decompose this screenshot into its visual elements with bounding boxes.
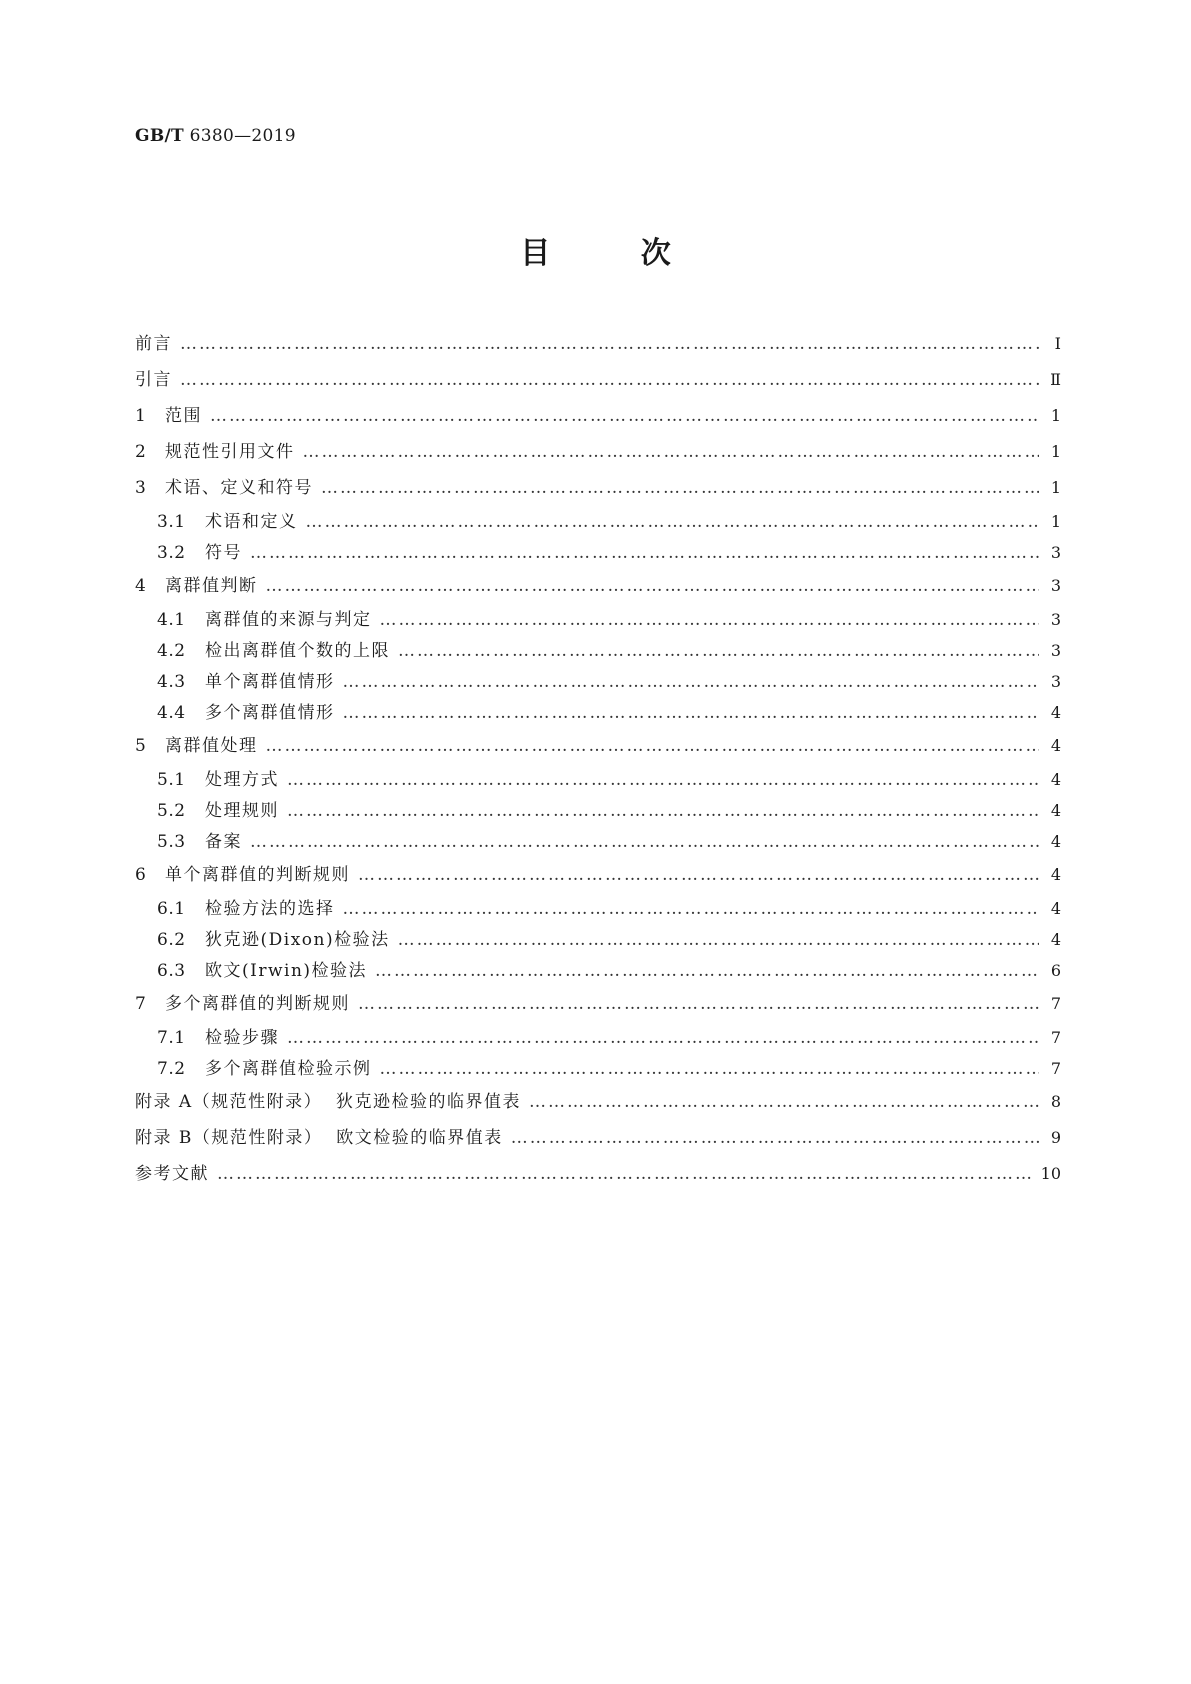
toc-entry-number: 2 — [135, 442, 147, 462]
toc-dot-leader — [375, 956, 1039, 987]
toc-entry[interactable] — [135, 604, 1061, 635]
toc-entry[interactable] — [135, 470, 1061, 506]
toc-entry[interactable] — [135, 362, 1061, 398]
toc-entry-page: 3 — [1050, 672, 1061, 691]
toc-dot-leader — [529, 1084, 1039, 1120]
toc-entry-title: 狄克逊(Dixon)检验法 — [205, 930, 390, 950]
toc-dot-leader — [343, 667, 1040, 698]
toc-dot-leader — [303, 434, 1040, 470]
toc-entry-number: 5 — [135, 736, 147, 756]
toc-entry[interactable] — [135, 398, 1061, 434]
toc-entry-title: 处理规则 — [205, 801, 279, 821]
toc-entry[interactable] — [135, 506, 1061, 537]
toc-entry-page: 3 — [1050, 641, 1061, 660]
toc-entry-title: 引言 — [135, 370, 172, 390]
toc-entry-page: 10 — [1040, 1164, 1061, 1183]
toc-entry-title: 附录 A（规范性附录） 狄克逊检验的临界值表 — [135, 1092, 521, 1112]
toc-entry-number: 6.3 — [157, 961, 186, 981]
standard-number: 6380—2019 — [189, 126, 296, 146]
toc-dot-leader — [343, 698, 1040, 729]
toc-entry[interactable] — [135, 666, 1061, 697]
toc-entry[interactable] — [135, 955, 1061, 986]
toc-entry-title: 范围 — [165, 406, 202, 426]
toc-entry-page: 4 — [1050, 736, 1061, 755]
toc-entry-number: 3.2 — [157, 543, 186, 563]
toc-entry-number: 7.2 — [157, 1059, 186, 1079]
toc-dot-leader — [250, 827, 1039, 858]
toc-dot-leader — [358, 986, 1039, 1022]
toc-dot-leader — [358, 857, 1039, 893]
toc-entry-title: 参考文献 — [135, 1164, 209, 1184]
toc-entry-number: 7 — [135, 994, 147, 1014]
toc-entry-page: 8 — [1050, 1092, 1061, 1111]
toc-entry-page: 3 — [1050, 543, 1061, 562]
toc-entry-number: 7.1 — [157, 1028, 186, 1048]
toc-entry-title: 规范性引用文件 — [165, 442, 295, 462]
toc-entry-number: 1 — [135, 406, 147, 426]
toc-entry-number: 4.3 — [157, 672, 186, 692]
toc-entry-page: 1 — [1050, 406, 1061, 425]
toc-dot-leader — [306, 507, 1040, 538]
toc-entry-title: 检验步骤 — [205, 1028, 279, 1048]
toc-entry-page: Ⅱ — [1050, 370, 1061, 389]
toc-entry-title: 单个离群值情形 — [205, 672, 335, 692]
toc-entry-page: 3 — [1050, 576, 1061, 595]
toc-entry-title: 多个离群值的判断规则 — [165, 994, 350, 1014]
toc-entry-number: 3 — [135, 478, 147, 498]
toc-entry[interactable] — [135, 568, 1061, 604]
toc-entry-title: 检验方法的选择 — [205, 899, 335, 919]
table-of-contents — [135, 326, 1061, 1192]
toc-entry-page: 1 — [1050, 442, 1061, 461]
toc-dot-leader — [287, 765, 1039, 796]
toc-dot-leader — [266, 728, 1040, 764]
toc-dot-leader — [343, 894, 1040, 925]
standard-code — [135, 126, 296, 146]
toc-entry-page: 1 — [1050, 478, 1061, 497]
toc-entry[interactable] — [135, 1120, 1061, 1156]
toc-entry-page: 4 — [1050, 801, 1061, 820]
toc-entry-title: 术语和定义 — [205, 512, 298, 532]
toc-dot-leader — [180, 362, 1039, 398]
toc-entry-number: 4.1 — [157, 610, 186, 630]
toc-entry-page: 4 — [1050, 930, 1061, 949]
toc-entry-page: 4 — [1050, 899, 1061, 918]
toc-entry-title: 离群值判断 — [165, 576, 258, 596]
toc-entry-page: 3 — [1050, 610, 1061, 629]
toc-entry-page: 9 — [1050, 1128, 1061, 1147]
toc-entry-title: 术语、定义和符号 — [165, 478, 313, 498]
toc-entry-title: 多个离群值情形 — [205, 703, 335, 723]
toc-entry-number: 6.1 — [157, 899, 186, 919]
toc-entry[interactable] — [135, 1022, 1061, 1053]
toc-entry-title: 附录 B（规范性附录） 欧文检验的临界值表 — [135, 1128, 503, 1148]
toc-dot-leader — [380, 1054, 1040, 1085]
toc-entry-title: 前言 — [135, 334, 172, 354]
toc-entry-title: 多个离群值检验示例 — [205, 1059, 372, 1079]
toc-entry-number: 4.4 — [157, 703, 186, 723]
toc-entry-number: 4.2 — [157, 641, 186, 661]
toc-dot-leader — [210, 398, 1039, 434]
toc-entry-page: 7 — [1050, 1059, 1061, 1078]
toc-entry-page: 7 — [1050, 1028, 1061, 1047]
toc-entry-page: 4 — [1050, 865, 1061, 884]
toc-entry[interactable] — [135, 635, 1061, 666]
toc-entry[interactable] — [135, 1053, 1061, 1084]
toc-entry[interactable] — [135, 1156, 1061, 1192]
toc-dot-leader — [398, 925, 1039, 956]
toc-entry[interactable] — [135, 1084, 1061, 1120]
toc-entry-title: 离群值的来源与判定 — [205, 610, 372, 630]
toc-entry[interactable] — [135, 326, 1061, 362]
toc-entry-page: 7 — [1050, 994, 1061, 1013]
toc-dot-leader — [250, 538, 1039, 569]
toc-entry[interactable] — [135, 826, 1061, 857]
toc-entry[interactable] — [135, 924, 1061, 955]
toc-dot-leader — [266, 568, 1040, 604]
toc-entry-title: 符号 — [205, 543, 242, 563]
toc-dot-leader — [511, 1120, 1039, 1156]
toc-dot-leader — [287, 1023, 1039, 1054]
toc-entry[interactable] — [135, 857, 1061, 893]
toc-dot-leader — [398, 636, 1039, 667]
toc-entry-title: 欧文(Irwin)检验法 — [205, 961, 368, 981]
toc-entry[interactable] — [135, 893, 1061, 924]
toc-entry-number: 6.2 — [157, 930, 186, 950]
toc-dot-leader — [180, 326, 1039, 362]
toc-entry-page: 6 — [1050, 961, 1061, 980]
toc-dot-leader — [380, 605, 1040, 636]
toc-entry-page: 4 — [1050, 770, 1061, 789]
toc-entry-title: 离群值处理 — [165, 736, 258, 756]
toc-entry-page: Ⅰ — [1054, 334, 1061, 353]
toc-entry[interactable] — [135, 795, 1061, 826]
toc-entry-title: 处理方式 — [205, 770, 279, 790]
toc-entry-title: 检出离群值个数的上限 — [205, 641, 390, 661]
toc-entry[interactable] — [135, 764, 1061, 795]
standard-prefix: GB/T — [135, 126, 184, 146]
toc-entry-page: 4 — [1050, 703, 1061, 722]
toc-entry-page: 1 — [1050, 512, 1061, 531]
toc-entry-title: 备案 — [205, 832, 242, 852]
toc-dot-leader — [287, 796, 1039, 827]
toc-entry-number: 4 — [135, 576, 147, 596]
toc-entry-number: 5.3 — [157, 832, 186, 852]
toc-dot-leader — [217, 1156, 1033, 1192]
page-title: 目 次 — [520, 236, 711, 271]
toc-entry-number: 3.1 — [157, 512, 186, 532]
toc-entry[interactable] — [135, 986, 1061, 1022]
toc-entry-title: 单个离群值的判断规则 — [165, 865, 350, 885]
toc-entry-number: 6 — [135, 865, 147, 885]
toc-dot-leader — [321, 470, 1039, 506]
toc-entry[interactable] — [135, 728, 1061, 764]
toc-entry-number: 5.2 — [157, 801, 186, 821]
toc-entry[interactable] — [135, 697, 1061, 728]
toc-entry[interactable] — [135, 434, 1061, 470]
toc-entry-number: 5.1 — [157, 770, 186, 790]
toc-entry-page: 4 — [1050, 832, 1061, 851]
toc-entry[interactable] — [135, 537, 1061, 568]
